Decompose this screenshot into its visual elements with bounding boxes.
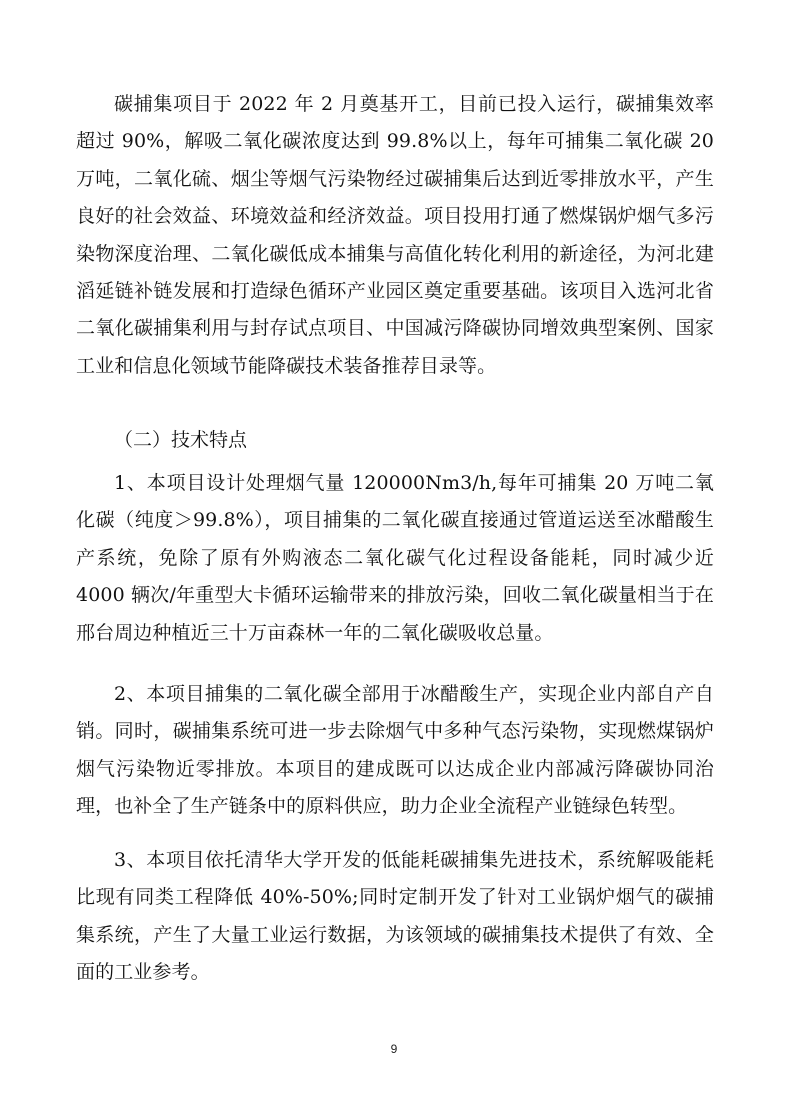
paragraph-feature-3: 3、本项目依托清华大学开发的低能耗碳捕集先进技术，系统解吸能耗比现有同类工程降低 40%-50%;同时定制开发了针对工业锅炉烟气的碳捕集系统，产生了大量工业运行数据，为该领域的碳捕集技术提供了有效、全面的工业参考。	[76, 849, 714, 984]
paragraph-feature-1: 1、本项目设计处理烟气量 120000Nm3/h,每年可捕集 20 万吨二氧化碳（纯度＞99.8%），项目捕集的二氧化碳直接通过管道运送至冰醋酸生产系统，免除了原有外购液态二氧化碳气化过程设备能耗，同时减少近 4000 辆次/年重型大卡循环运输带来的排放污染，回收二氧化碳量相当于在邢台周边种植近三十万亩森林一年的二氧化碳吸收总量。	[76, 472, 714, 644]
page-number: 9	[390, 1042, 398, 1056]
section-heading-technical-features: （二）技术特点	[114, 429, 248, 451]
paragraph-feature-2: 2、本项目捕集的二氧化碳全部用于冰醋酸生产，实现企业内部自产自销。同时，碳捕集系统可进一步去除烟气中多种气态污染物，实现燃煤锅炉烟气污染物近零排放。本项目的建成既可以达成企业内部减污降碳协同治理，也补全了生产链条中的原料供应，助力企业全流程产业链绿色转型。	[76, 683, 714, 818]
paragraph-project-overview: 碳捕集项目于 2022 年 2 月奠基开工，目前已投入运行，碳捕集效率超过 90%，解吸二氧化碳浓度达到 99.8%以上，每年可捕集二氧化碳 20 万吨，二氧化硫、烟尘等烟气污染物经过碳捕集后达到近零排放水平，产生良好的社会效益、环境效益和经济效益。项目投用打通了燃煤锅炉烟气多污染物深度治理、二氧化碳低成本捕集与高值化转化利用的新途径，为河北建滔延链补链发展和打造绿色循环产业园区奠定重要基础。该项目入选河北省二氧化碳捕集利用与封存试点项目、中国减污降碳协同增效典型案例、国家工业和信息化领域节能降碳技术装备推荐目录等。	[76, 93, 714, 377]
